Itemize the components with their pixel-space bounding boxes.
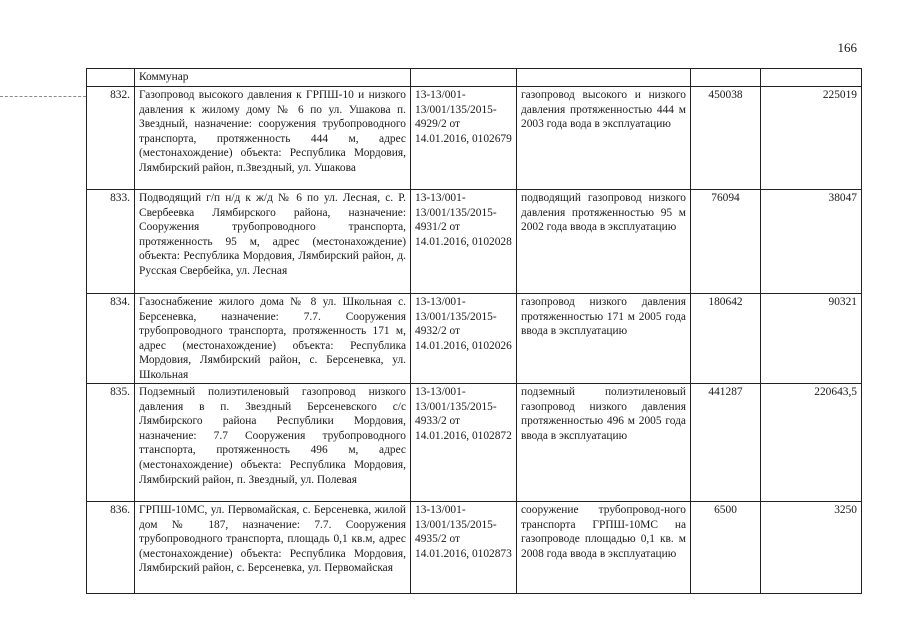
cell-description: Газопровод высокого давления к ГРПШ-10 и низкого давления к жилому дому № 6 по ул. Ушакова п. Звездный, назначение: сооружения трубопроводного транспорта, протяженность 444 м, адрес (местонахождение) объекта: Республика Мордовия, Лямбирский район, п.Звездный, ул. Ушакова xyxy=(135,87,411,190)
cell-description: Газоснабжение жилого дома № 8 ул. Школьная с. Берсеневка, назначение: 7.7. Сооружения трубопроводного транспорта, протяженность 171 м, адрес (местонахождение) объекта: Республика Мордовия, Лямбирский район, с. Берсеневка, ул. Школьная xyxy=(135,294,411,384)
table-row xyxy=(87,294,862,384)
cell-info: сооружение трубопровод-ного транспорта ГРПШ-10МС на газопроводе площадью 0,1 кв. м 2008 года ввода в эксплуатацию xyxy=(517,502,691,594)
cell-registration: 13-13/001-13/001/135/2015-4931/2 от 14.01.2016, 0102028 xyxy=(411,190,517,294)
cell-info: газопровод высокого и низкого давления протяженностью 444 м 2003 года вода в эксплуатацию xyxy=(517,87,691,190)
cell-value2 xyxy=(761,69,862,87)
table-row xyxy=(87,87,862,190)
margin-dash-line xyxy=(0,96,86,97)
cell-registration: 13-13/001-13/001/135/2015-4935/2 от 14.01.2016, 0102873 xyxy=(411,502,517,594)
cell-num xyxy=(87,69,135,87)
cell-num: 836. xyxy=(87,502,135,594)
cell-value1: 441287 xyxy=(691,384,761,502)
cell-value1: 76094 xyxy=(691,190,761,294)
cell-value2: 3250 xyxy=(761,502,862,594)
table-row xyxy=(87,384,862,502)
cell-value1: 6500 xyxy=(691,502,761,594)
cell-num: 835. xyxy=(87,384,135,502)
cell-registration xyxy=(411,69,517,87)
cell-description: Подводящий г/п н/д к ж/д № 6 по ул. Лесная, с. Р. Свербеевка Лямбирского района, назначение: Сооружения трубопроводного транспорта, протяженность 95 м, адрес (местонахождение) объекта: Республика Мордовия, Лямбирский район, д. Русская Свербейка, ул. Лесная xyxy=(135,190,411,294)
cell-description: Коммунар xyxy=(135,69,411,87)
cell-value1: 180642 xyxy=(691,294,761,384)
cell-info: подземный полиэтиленовый газопровод низкого давления протяженностью 496 м 2005 года ввода в эксплуатацию xyxy=(517,384,691,502)
cell-description: Подземный полиэтиленовый газопровод низкого давления в п. Звездный Берсеневского с/с Лямбирского района Республики Мордовия, назначение: 7.7 Сооружения трубопроводного ттанспорта, протяженность 496 м, адрес (местонахождение) объекта: Республика Мордовия, Лямбирский район, п. Звездный, ул. Полевая xyxy=(135,384,411,502)
cell-value1: 450038 xyxy=(691,87,761,190)
cell-registration: 13-13/001-13/001/135/2015-4932/2 от 14.01.2016, 0102026 xyxy=(411,294,517,384)
cell-value2: 220643,5 xyxy=(761,384,862,502)
cell-description: ГРПШ-10МС, ул. Первомайская, с. Берсеневка, жилой дом № 187, назначение: 7.7. Сооружения трубопроводного транспорта, площадь 0,1 кв.м, адрес (местонахождение) объекта: Республика Мордовия, Лямбирский район, с. Берсеневка, ул. Первомайская xyxy=(135,502,411,594)
cell-num: 833. xyxy=(87,190,135,294)
table-row xyxy=(87,69,862,87)
cell-num: 832. xyxy=(87,87,135,190)
cell-registration: 13-13/001-13/001/135/2015-4933/2 от 14.01.2016, 0102872 xyxy=(411,384,517,502)
cell-num: 834. xyxy=(87,294,135,384)
cell-info xyxy=(517,69,691,87)
table-row xyxy=(87,190,862,294)
cell-value2: 38047 xyxy=(761,190,862,294)
cell-info: подводящий газопровод низкого давления протяженностью 95 м 2002 года ввода в эксплуатацию xyxy=(517,190,691,294)
table-row xyxy=(87,502,862,594)
cell-registration: 13-13/001-13/001/135/2015-4929/2 от 14.01.2016, 0102679 xyxy=(411,87,517,190)
cell-value1 xyxy=(691,69,761,87)
cell-value2: 90321 xyxy=(761,294,862,384)
cell-value2: 225019 xyxy=(761,87,862,190)
registry-table xyxy=(86,68,862,594)
page-number: 166 xyxy=(837,40,857,55)
cell-info: газопровод низкого давления протяженностью 171 м 2005 года ввода в эксплуатацию xyxy=(517,294,691,384)
